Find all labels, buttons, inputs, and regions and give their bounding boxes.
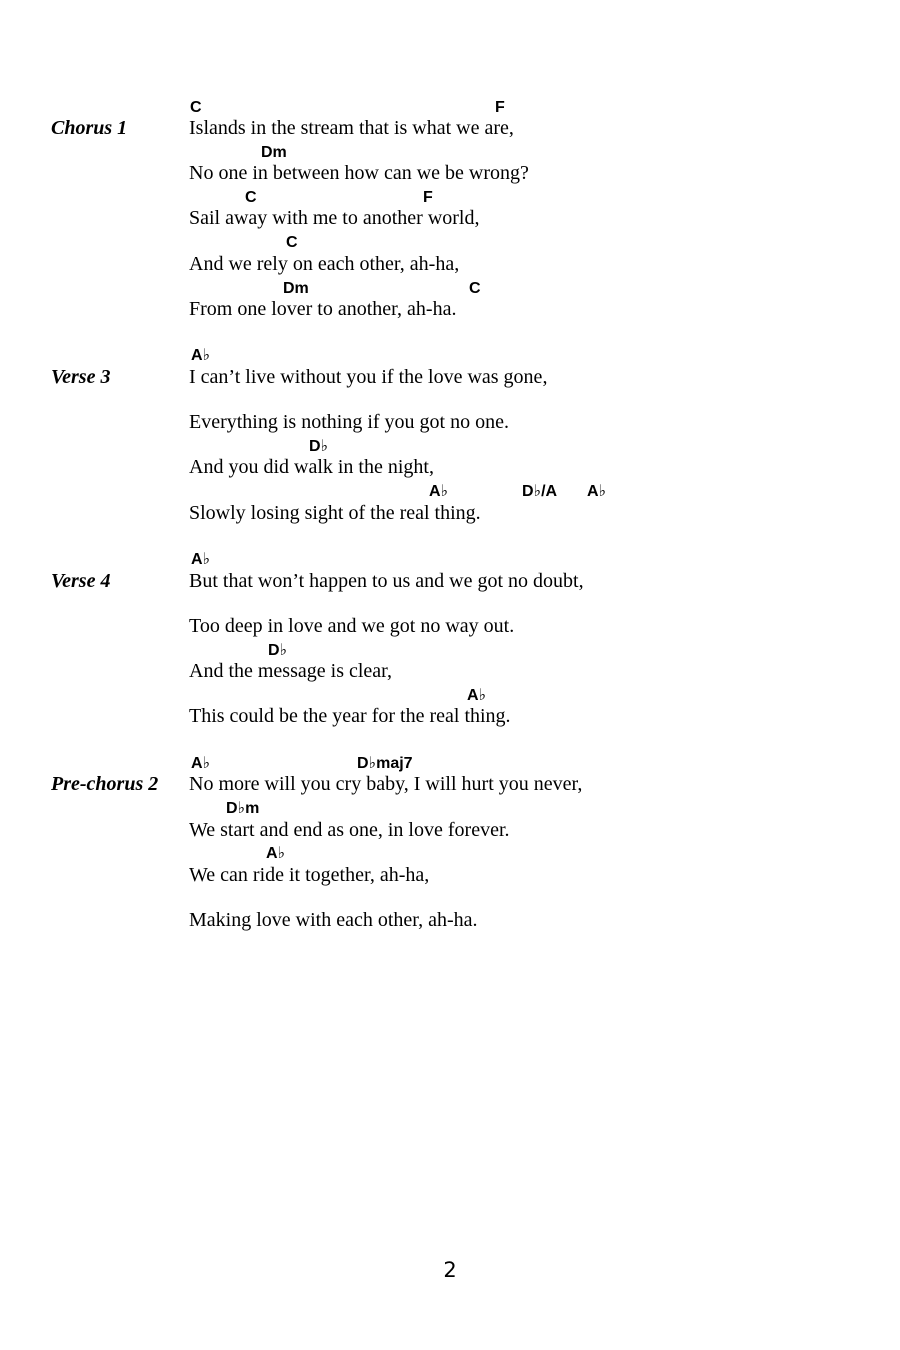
chord: D♭m xyxy=(226,800,260,817)
chord: D♭ xyxy=(268,642,288,659)
chord: F xyxy=(495,99,505,116)
lyric-line: And the message is clear, xyxy=(189,660,393,682)
chord: A♭ xyxy=(467,687,487,704)
lyric-line: But that won’t happen to us and we got no doubt, xyxy=(189,570,584,592)
lyric-line: We start and end as one, in love forever. xyxy=(189,819,510,841)
chord: F xyxy=(423,189,433,206)
lyric-line: Islands in the stream that is what we are, xyxy=(189,117,514,139)
chord: D♭maj7 xyxy=(357,755,413,772)
lyric-line: This could be the year for the real thing. xyxy=(189,705,511,727)
lyric-line: No more will you cry baby, I will hurt you never, xyxy=(189,773,583,795)
lyric-line: Everything is nothing if you got no one. xyxy=(189,411,509,433)
chord: A♭ xyxy=(191,551,211,568)
chord: D♭/A xyxy=(522,483,558,500)
lyric-line: And you did walk in the night, xyxy=(189,456,434,478)
lyric-line: Slowly losing sight of the real thing. xyxy=(189,502,481,524)
chord: A♭ xyxy=(191,347,211,364)
lyric-line: Making love with each other, ah-ha. xyxy=(189,909,478,931)
chord: C xyxy=(469,280,481,297)
chord: C xyxy=(190,99,202,116)
chord: A♭ xyxy=(429,483,449,500)
chord: Dm xyxy=(261,144,287,161)
chord: C xyxy=(245,189,257,206)
section-label-pre-chorus-2: Pre-chorus 2 xyxy=(51,773,159,795)
chord: C xyxy=(286,234,298,251)
lyric-line: Too deep in love and we got no way out. xyxy=(189,615,515,637)
lyric-line: We can ride it together, ah-ha, xyxy=(189,864,430,886)
chord: A♭ xyxy=(266,845,286,862)
chord: A♭ xyxy=(587,483,607,500)
lyric-line: And we rely on each other, ah-ha, xyxy=(189,253,460,275)
lyric-line: I can’t live without you if the love was gone, xyxy=(189,366,548,388)
lyric-line: No one in between how can we be wrong? xyxy=(189,162,529,184)
section-label-verse-4: Verse 4 xyxy=(51,570,111,592)
page-number: 2 xyxy=(443,1258,457,1282)
lyric-line: Sail away with me to another world, xyxy=(189,207,480,229)
chord: Dm xyxy=(283,280,309,297)
lyric-line: From one lover to another, ah-ha. xyxy=(189,298,457,320)
chord: A♭ xyxy=(191,755,211,772)
section-label-verse-3: Verse 3 xyxy=(51,366,111,388)
section-label-chorus-1: Chorus 1 xyxy=(51,117,128,139)
chord: D♭ xyxy=(309,438,329,455)
